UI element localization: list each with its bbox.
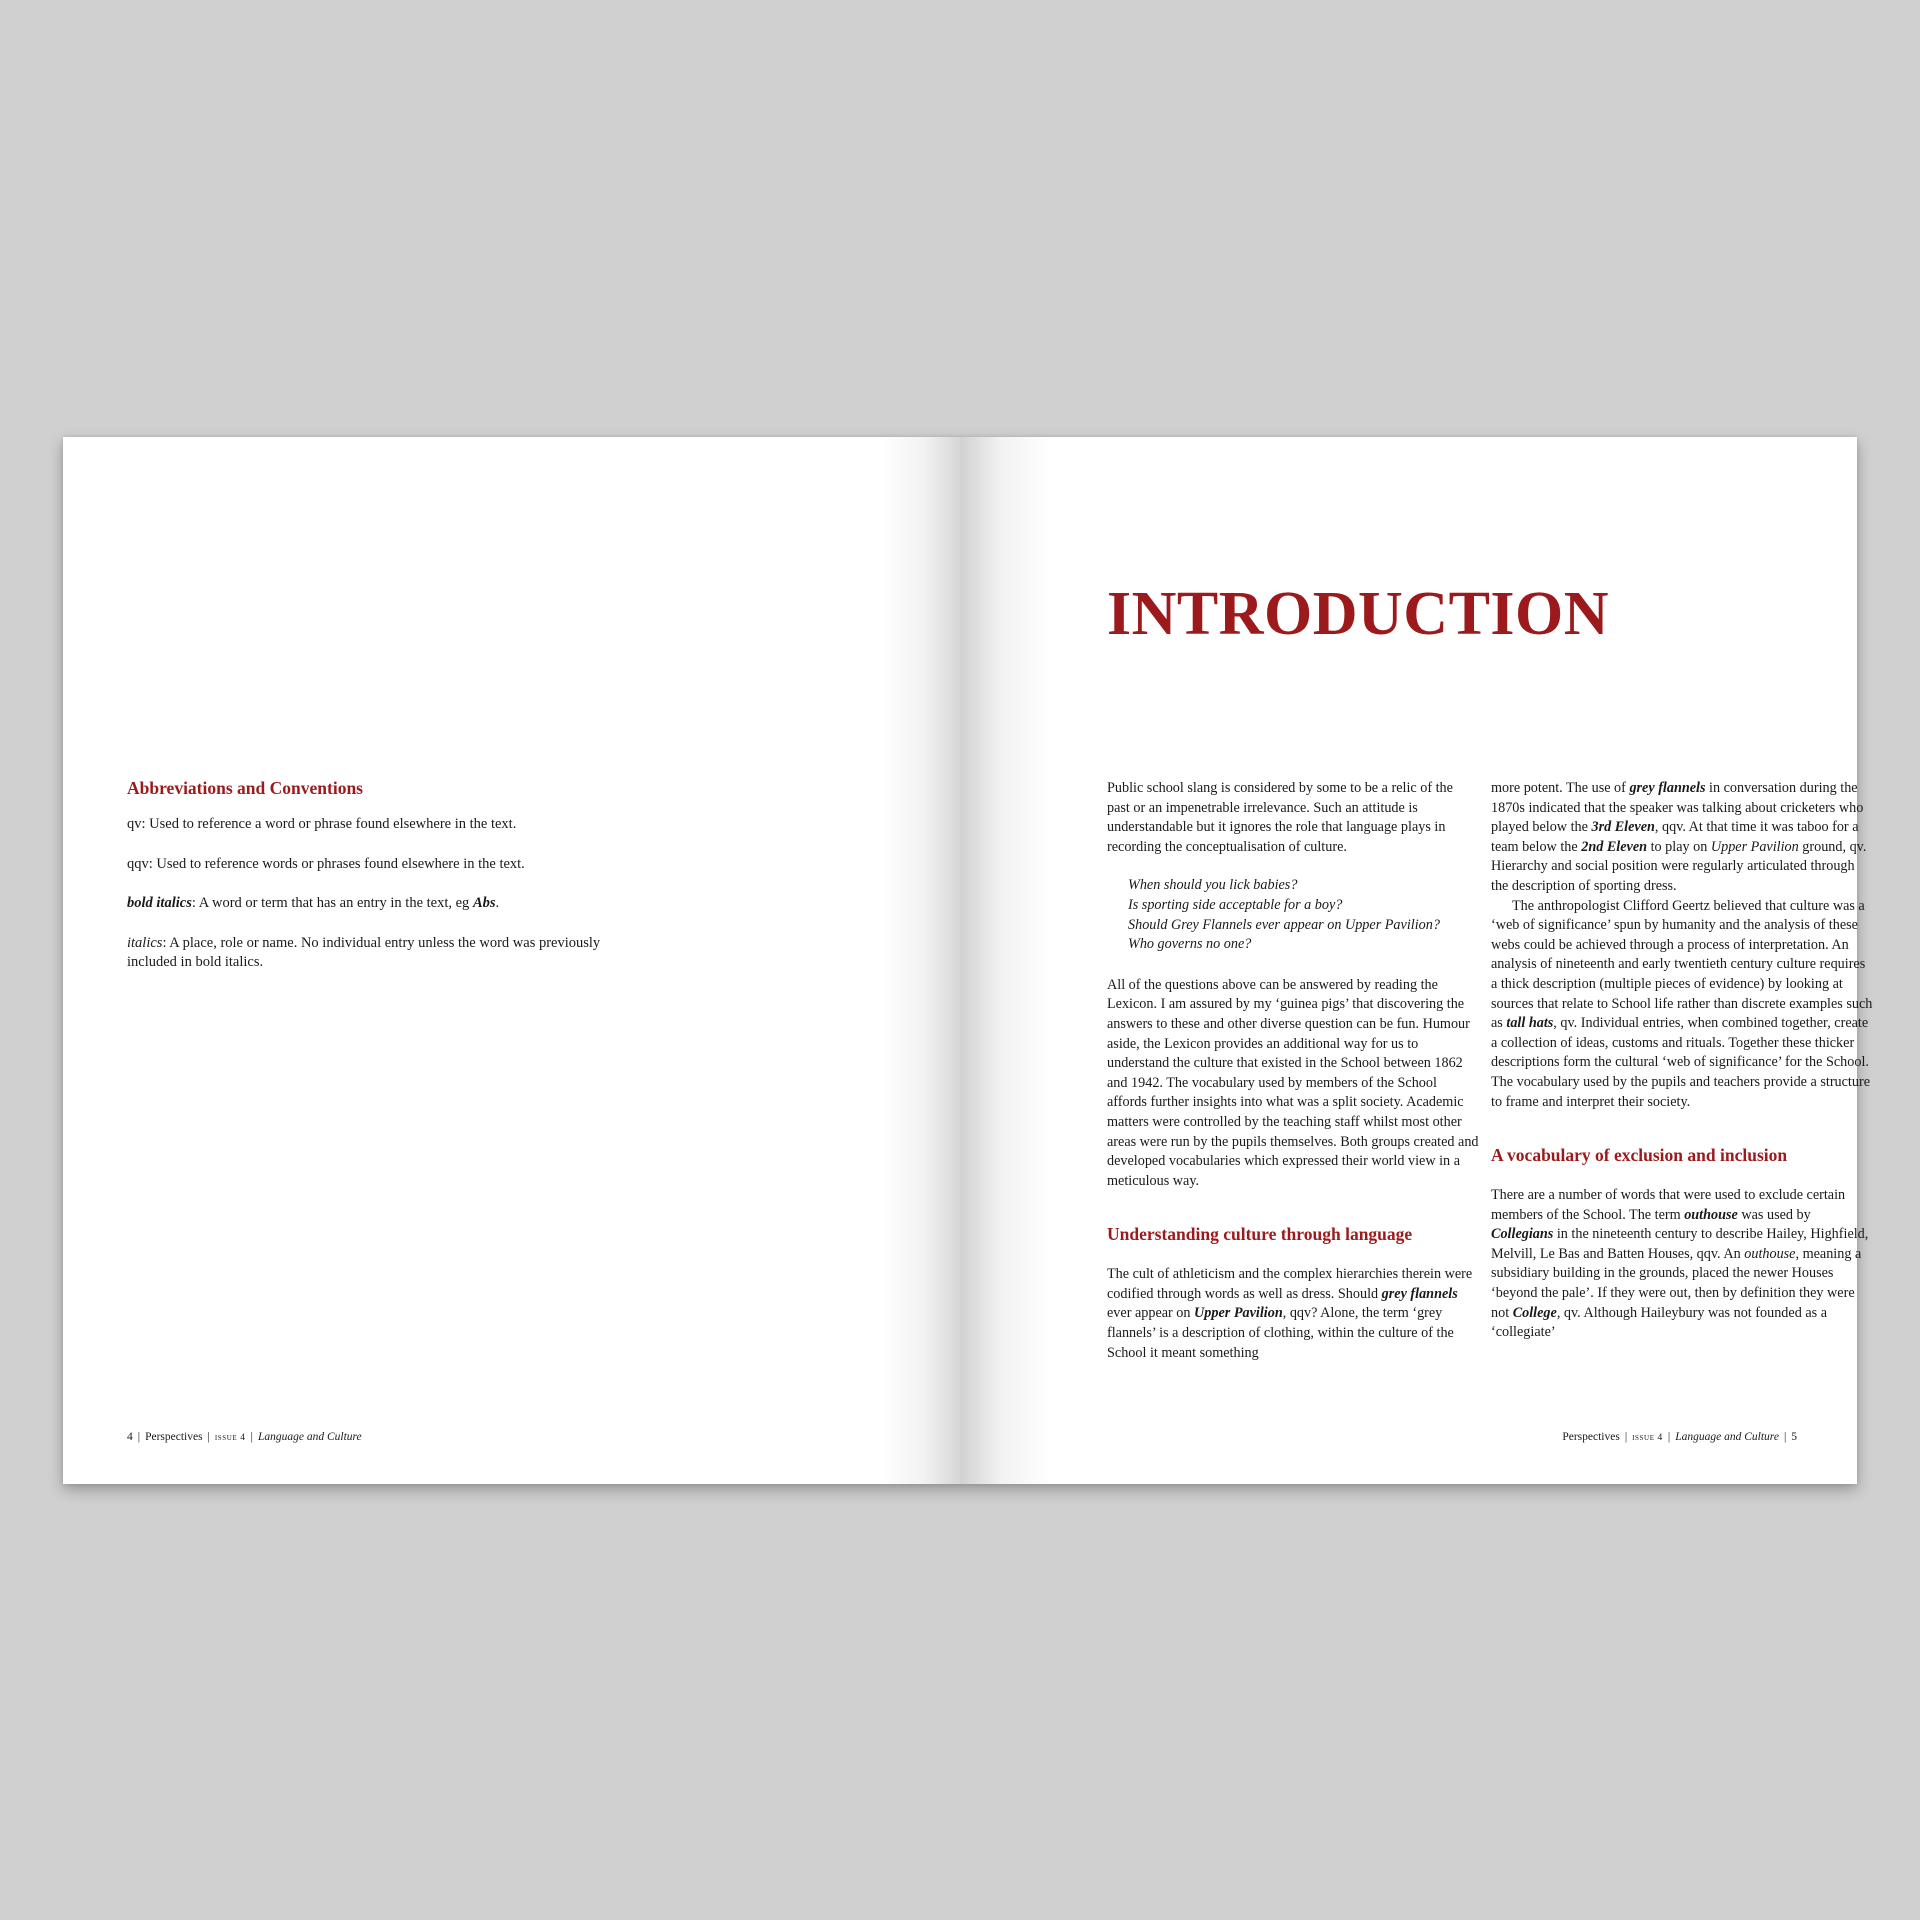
abbreviations-section xyxy=(127,777,647,973)
section-heading-culture: Understanding culture through language xyxy=(1107,1224,1413,1245)
exclusion-paragraph: There are a number of words that were used to exclude certain members of the School. The term outhouse was used by Collegians in the nineteenth century to describe Hailey, Highfield, Melvill, Le Bas and Batten Houses, qqv. An outhouse, meaning a subsidiary building in the grounds, placed the newer Houses ‘beyond the pale’. If they were out, then by definition they were not College, qv. Although Haileybury was not founded as a ‘collegiate’ xyxy=(1491,1187,1869,1341)
abbrev-item-qv: qv: Used to reference a word or phrase found elsewhere in the text. xyxy=(127,816,517,832)
text-column-2 xyxy=(1491,779,1873,1343)
abbrev-item-bold-italics: bold italics: A word or term that has an entry in the text, eg Abs. xyxy=(127,895,500,911)
intro-paragraph: Public school slang is considered by some to be a relic of the past or an impenetrable irrelevance. Such an attitude is understandable but it ignores the role that language plays in recording the conceptualisation of culture. xyxy=(1107,780,1453,855)
grey-flannels-paragraph: more potent. The use of grey flannels in conversation during the 1870s indicated that the speaker was talking about cricketers who played below the 3rd Eleven, qqv. At that time it was taboo for a team below the 2nd Eleven to play on Upper Pavilion ground, qv. Hierarchy and social position were regularly articulated through the description of sporting dress. xyxy=(1491,780,1867,894)
footer-section: Language and Culture xyxy=(257,1431,362,1443)
abbreviations-heading: Abbreviations and Conventions xyxy=(127,778,363,798)
gutter-shadow-right xyxy=(960,437,1050,1484)
abbrev-item-qqv: qqv: Used to reference words or phrases found elsewhere in the text. xyxy=(127,855,525,872)
page-number-left: 4 xyxy=(127,1431,133,1443)
gutter-shadow-left xyxy=(880,437,960,1484)
questions-block xyxy=(1107,876,1479,954)
left-page xyxy=(63,437,960,1484)
question-2: Is sporting side acceptable for a boy? xyxy=(1128,896,1343,913)
left-footer: 4 | Perspectives | issue 4 | Language and Culture xyxy=(127,1431,362,1443)
text-column-1 xyxy=(1107,779,1479,1363)
right-footer: Perspectives | issue 4 | Language and Culture | 5 xyxy=(1562,1431,1797,1443)
lexicon-paragraph: All of the questions above can be answered by reading the Lexicon. I am assured by my ‘guinea pigs’ that discovering the answers to these and other diverse question can be fun. Humour aside, the Lexicon provides an additional way for us to understand the culture that existed in the School between 1862 and 1942. The vocabulary used by members of the School affords further insights into what was a split society. Academic matters were controlled by the teaching staff whilst most other areas were run by the pupils themselves. Both groups created and developed vocabularies which expressed their world view in a meticulous way. xyxy=(1107,976,1479,1189)
geertz-paragraph: The anthropologist Clifford Geertz believed that culture was a ‘web of significance’ spun by humanity and the analysis of these webs could be achieved through a process of interpretation. An analysis of nineteenth and early twentieth century culture requires a thick description (multiple pieces of evidence) by looking at sources that relate to School life rather than discrete examples such as tall hats, qv. Individual entries, when combined together, create a collection of ideas, customs and rituals. Together these thicker descriptions form the cultural ‘web of significance’ for the School. The vocabulary used by the pupils and teachers provide a structure to frame and interpret their society. xyxy=(1491,897,1873,1110)
right-page xyxy=(960,437,1873,1484)
question-1: When should you lick babies? xyxy=(1128,877,1298,894)
abbrev-item-italics: italics: A place, role or name. No individual entry unless the word was previously included in bold italics. xyxy=(127,934,601,970)
question-3: Should Grey Flannels ever appear on Upper Pavilion? xyxy=(1128,916,1440,933)
athleticism-paragraph: The cult of athleticism and the complex hierarchies therein were codified through words as well as dress. Should grey flannels ever appear on Upper Pavilion, qqv? Alone, the term ‘grey flannels’ is a description of clothing, within the culture of the School it meant something xyxy=(1107,1266,1473,1361)
footer-section-right: Language and Culture xyxy=(1675,1431,1779,1443)
footer-publication-right: Perspectives xyxy=(1562,1431,1620,1443)
footer-issue: issue 4 xyxy=(214,1433,246,1443)
footer-issue-right: issue 4 xyxy=(1632,1433,1663,1443)
page-title: INTRODUCTION xyxy=(1107,580,1610,648)
footer-publication: Perspectives xyxy=(145,1431,203,1443)
page-number-right: 5 xyxy=(1791,1431,1797,1443)
magazine-spread xyxy=(63,437,1873,1484)
question-4: Who governs no one? xyxy=(1128,936,1252,953)
section-heading-exclusion: A vocabulary of exclusion and inclusion xyxy=(1491,1145,1788,1166)
